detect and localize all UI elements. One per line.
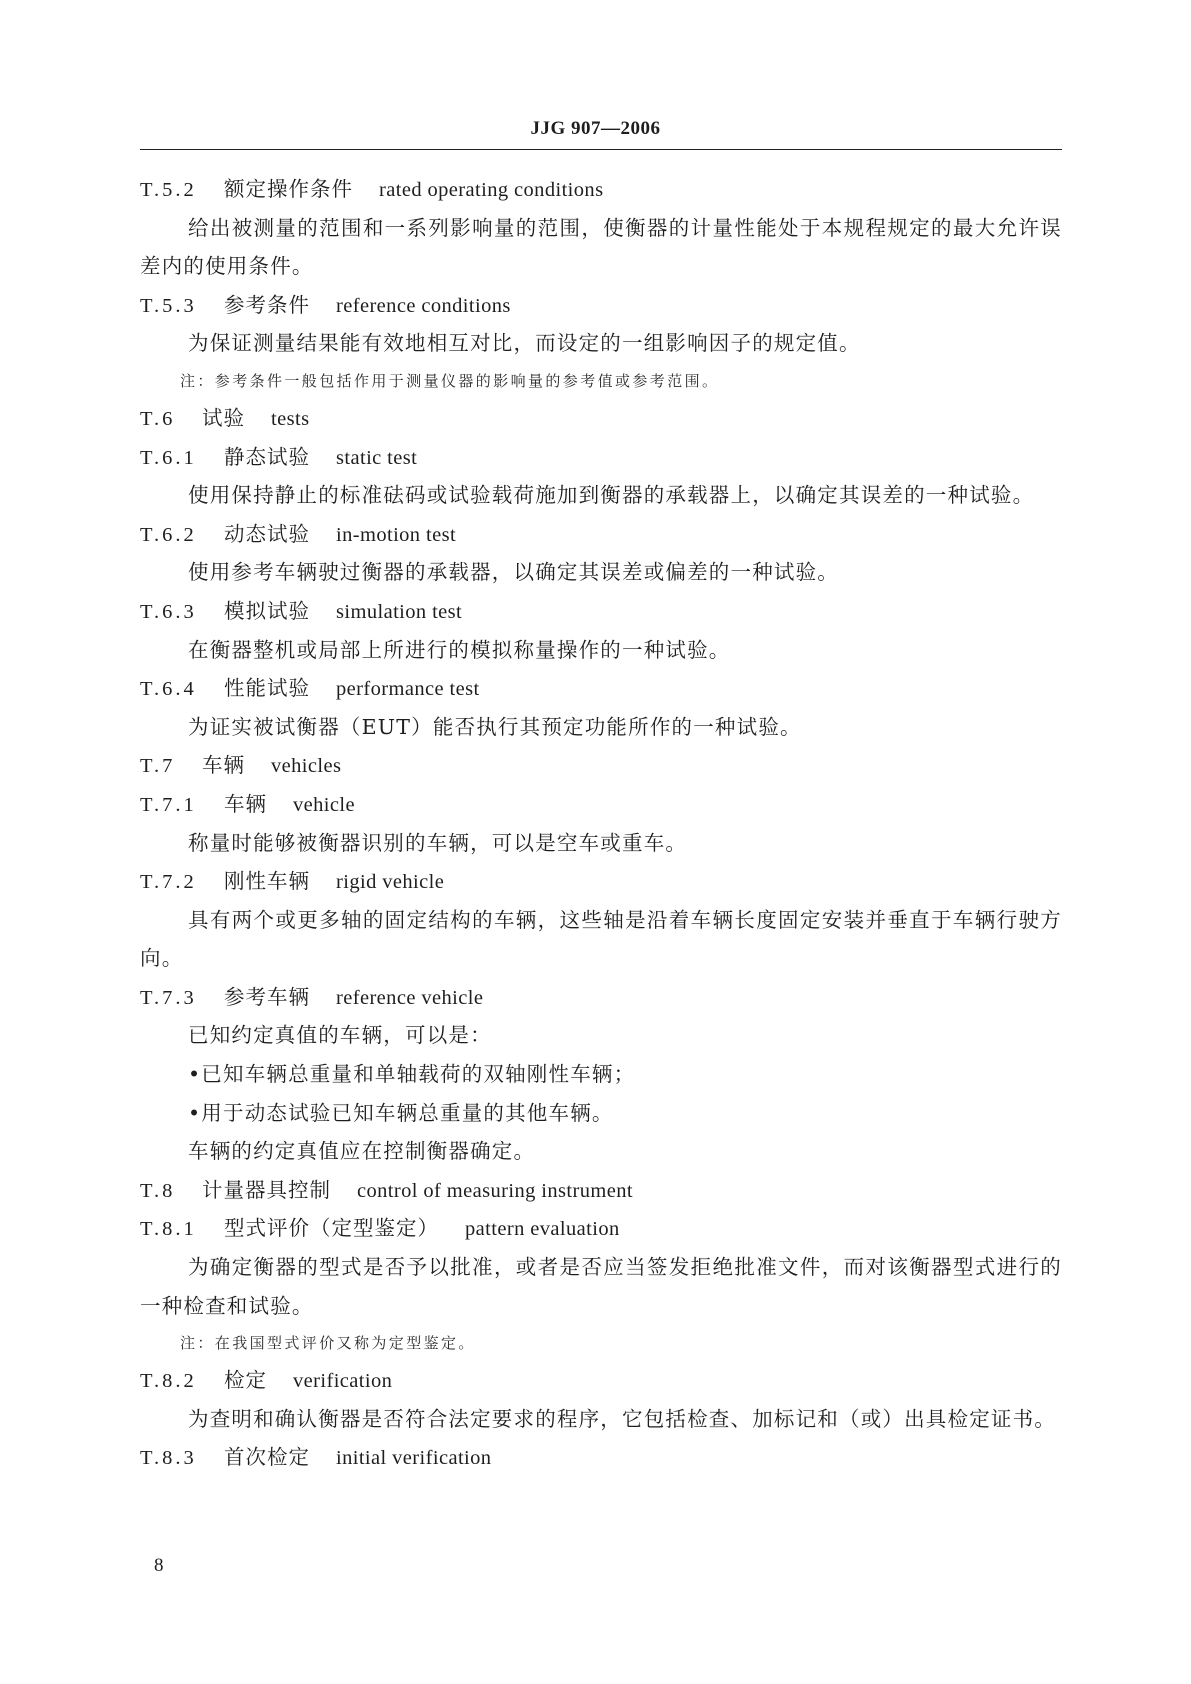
term-number: T.5.2 <box>140 179 197 201</box>
term-en: tests <box>271 407 310 430</box>
term-t6-1 <box>140 438 1062 477</box>
term-t7-1 <box>140 785 1062 824</box>
definition-t6-1: 使用保持静止的标准砝码或试验载荷施加到衡器的承载器上，以确定其误差的一种试验。 <box>188 483 1035 508</box>
term-zh: 静态试验 <box>224 444 310 469</box>
term-t6-4 <box>140 669 1062 708</box>
term-en: rated operating conditions <box>379 179 604 201</box>
term-en: pattern evaluation <box>465 1218 620 1241</box>
definition-t7-3-tail: 车辆的约定真值应在控制衡器确定。 <box>188 1139 536 1164</box>
term-number: T.6 <box>140 407 176 430</box>
term-en: in-motion test <box>336 523 457 546</box>
term-t8-3 <box>140 1438 1062 1477</box>
term-t6 <box>140 399 1062 438</box>
term-zh: 车辆 <box>224 791 267 816</box>
term-number: T.8.1 <box>140 1218 197 1241</box>
term-en: vehicles <box>271 755 342 778</box>
document-body <box>140 170 1062 1477</box>
term-t7-3 <box>140 978 1062 1017</box>
definition-t6-3: 在衡器整机或局部上所进行的模拟称量操作的一种试验。 <box>188 637 731 662</box>
term-number: T.6.4 <box>140 678 197 701</box>
term-zh: 计量器具控制 <box>202 1177 331 1202</box>
term-en: reference conditions <box>336 294 511 317</box>
term-number: T.8.3 <box>140 1447 197 1470</box>
note-t8-1: 注：在我国型式评价又称为定型鉴定。 <box>180 1334 476 1353</box>
term-number: T.6.1 <box>140 446 197 469</box>
term-t5-3 <box>140 286 1062 325</box>
term-zh: 额定操作条件 <box>224 177 353 201</box>
term-number: T.5.3 <box>140 294 197 317</box>
term-zh: 参考条件 <box>224 292 310 317</box>
definition-t5-3: 为保证测量结果能有效地相互对比，而设定的一组影响因子的规定值。 <box>188 331 861 356</box>
term-zh: 刚性车辆 <box>224 869 310 894</box>
term-zh: 参考车辆 <box>224 984 310 1009</box>
definition-t7-1: 称量时能够被衡器识别的车辆，可以是空车或重车。 <box>188 830 688 855</box>
running-header: JJG 907—2006 <box>530 118 661 139</box>
term-number: T.7.2 <box>140 871 197 894</box>
bullet-item: •已知车辆总重量和单轴载荷的双轴刚性车辆； <box>188 1062 636 1087</box>
term-zh: 性能试验 <box>224 676 310 701</box>
term-number: T.7 <box>140 755 176 778</box>
term-number: T.6.3 <box>140 600 197 623</box>
term-en: performance test <box>336 678 480 701</box>
term-zh: 型式评价（定型鉴定） <box>224 1216 439 1241</box>
header-rule <box>140 149 1062 150</box>
term-number: T.7.1 <box>140 793 197 816</box>
term-zh: 模拟试验 <box>224 598 310 623</box>
term-t6-2 <box>140 515 1062 554</box>
term-t8-2 <box>140 1361 1062 1400</box>
definition-t7-2: 具有两个或更多轴的固定结构的车辆，这些轴是沿着车辆长度固定安装并垂直于车辆行驶方向。 <box>140 907 1062 971</box>
term-en: rigid vehicle <box>336 871 445 894</box>
term-t5-2 <box>140 170 1062 209</box>
term-number: T.8 <box>140 1179 176 1202</box>
term-t8 <box>140 1171 1062 1210</box>
term-en: reference vehicle <box>336 986 484 1009</box>
term-zh: 车辆 <box>202 753 245 778</box>
term-t7-2 <box>140 862 1062 901</box>
term-en: initial verification <box>336 1447 492 1470</box>
term-en: control of measuring instrument <box>357 1179 633 1202</box>
term-en: simulation test <box>336 600 463 623</box>
term-number: T.8.2 <box>140 1370 197 1393</box>
term-number: T.7.3 <box>140 986 197 1009</box>
page-number: 8 <box>154 1555 164 1576</box>
term-t7 <box>140 746 1062 785</box>
definition-t8-1: 为确定衡器的型式是否予以批准，或者是否应当签发拒绝批准文件，而对该衡器型式进行的一种检查和试验。 <box>140 1255 1062 1318</box>
definition-t6-4: 为证实被试衡器（EUT）能否执行其预定功能所作的一种试验。 <box>188 714 802 739</box>
term-number: T.6.2 <box>140 523 197 546</box>
definition-t8-2: 为查明和确认衡器是否符合法定要求的程序，它包括检查、加标记和（或）出具检定证书。 <box>188 1406 1056 1431</box>
term-t6-3 <box>140 592 1062 631</box>
definition-t5-2: 给出被测量的范围和一系列影响量的范围，使衡器的计量性能处于本规程规定的最大允许误差内的使用条件。 <box>140 215 1062 279</box>
term-zh: 动态试验 <box>224 521 310 546</box>
term-zh: 检定 <box>224 1368 267 1393</box>
term-zh: 试验 <box>202 405 245 430</box>
term-t8-1 <box>140 1209 1062 1248</box>
definition-t7-3: 已知约定真值的车辆，可以是： <box>188 1023 492 1048</box>
term-en: verification <box>293 1370 393 1393</box>
term-en: vehicle <box>293 793 355 816</box>
term-zh: 首次检定 <box>224 1445 310 1470</box>
note-t5-3: 注：参考条件一般包括作用于测量仪器的影响量的参考值或参考范围。 <box>180 371 720 390</box>
term-en: static test <box>336 446 418 469</box>
definition-t6-2: 使用参考车辆驶过衡器的承载器，以确定其误差或偏差的一种试验。 <box>188 560 839 585</box>
bullet-item: •用于动态试验已知车辆总重量的其他车辆。 <box>188 1100 614 1125</box>
